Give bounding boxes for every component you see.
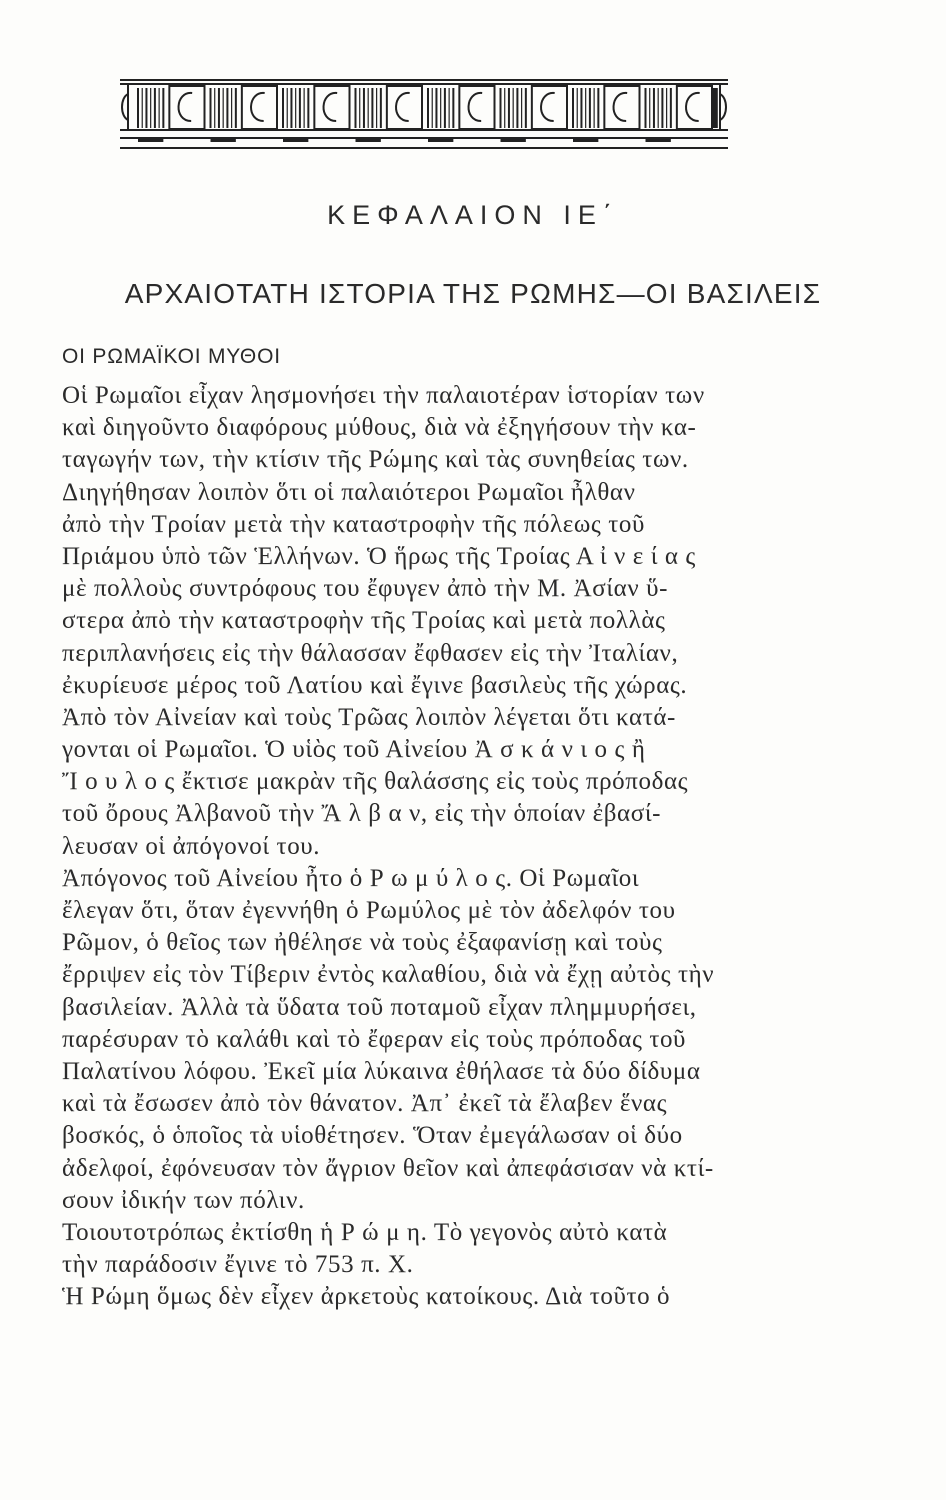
text-line: Παλατίνου λόφου. Ἐκεῖ μία λύκαινα ἐθήλασε τὰ δύο δίδυμα (62, 1057, 701, 1085)
text-line: περιπλανήσεις εἰς τὴν θάλασσαν ἔφθασεν εἰς τὴν Ἰταλίαν, (62, 639, 679, 667)
text-line: λευσαν οἱ ἀπόγονοί του. (62, 832, 321, 860)
text-line: Ἴ ο υ λ ο ς ἔκτισε μακρὰν τῆς θαλάσσης εἰς τοὺς πρόποδας (62, 768, 689, 796)
chapter-heading: ΚΕΦΑΛΑΙΟΝ ΙΕ΄ (327, 200, 619, 230)
text-line: ἀπὸ τὴν Τροίαν μετὰ τὴν καταστροφὴν τῆς πόλεως τοῦ (62, 510, 646, 538)
text-line: σουν ἰδικήν των πόλιν. (62, 1186, 305, 1214)
text-line: ἐκυρίευσε μέρος τοῦ Λατίου καὶ ἔγινε βασιλεὺς τῆς χώρας. (62, 671, 688, 699)
text-line: μὲ πολλοὺς συντρόφους του ἔφυγεν ἀπὸ τὴν Μ. Ἀσίαν ὕ- (62, 575, 669, 603)
text-line: ἔλεγαν ὅτι, ὅταν ἐγεννήθη ὁ Ρωμύλος μὲ τὸν ἀδελφόν του (62, 897, 676, 924)
text-line: τὴν παράδοσιν ἔγινε τὸ 753 π. Χ. (62, 1251, 414, 1279)
text-line: βασιλείαν. Ἀλλὰ τὰ ὕδατα τοῦ ποταμοῦ εἶχαν πλημμυρήσει, (62, 993, 697, 1021)
text-line: ἀδελφοί, ἐφόνευσαν τὸν ἄγριον θεῖον καὶ ἀπεφάσισαν νὰ κτί- (62, 1154, 714, 1182)
text-line: Ἀπόγονος τοῦ Αἰνείου ἦτο ὁ Ρ ω μ ύ λ ο ς. Οἱ Ρωμαῖοι (62, 864, 640, 892)
text-line: γονται οἱ Ρωμαῖοι. Ὁ υἱὸς τοῦ Αἰνείου Ἀ σ κ ά ν ι ο ς ἢ (62, 736, 646, 764)
text-line: τοῦ ὄρους Ἀλβανοῦ τὴν Ἄ λ β α ν, εἰς τὴν ὁποίαν ἐβασί- (62, 800, 662, 828)
text-line: Ρῶμον, ὁ θεῖος των ἠθέλησε νὰ τοὺς ἐξαφανίσῃ καὶ τοὺς (62, 929, 663, 957)
text-line: Ἀπὸ τὸν Αἰνείαν καὶ τοὺς Τρῶας λοιπὸν λέγεται ὅτι κατά- (62, 703, 676, 731)
text-line: στερα ἀπὸ τὴν καταστροφὴν τῆς Τροίας καὶ μετὰ πολλὰς (62, 607, 666, 635)
decorative-frieze-ornament (120, 72, 728, 158)
text-line: καὶ διηγοῦντο διαφόρους μύθους, διὰ νὰ ἐξηγήσουν τὴν κα- (62, 414, 697, 442)
text-line: Τοιουτοτρόπως ἐκτίσθη ἡ Ρ ώ μ η. Τὸ γεγονὸς αὐτὸ κατὰ (62, 1218, 668, 1246)
text-line: Πριάμου ὑπὸ τῶν Ἑλλήνων. Ὁ ἥρως τῆς Τροίας Α ἰ ν ε ί α ς (62, 542, 696, 570)
page-title: ΑΡΧΑΙΟΤΑΤΗ ΙΣΤΟΡΙΑ ΤΗΣ ΡΩΜΗΣ—ΟΙ ΒΑΣΙΛΕΙΣ (124, 278, 822, 309)
text-line: Διηγήθησαν λοιπὸν ὅτι οἱ παλαιότεροι Ρωμαῖοι ἦλθαν (62, 478, 636, 506)
text-line: καὶ τὰ ἔσωσεν ἀπὸ τὸν θάνατον. Ἀπ᾽ ἐκεῖ τὰ ἔλαβεν ἕνας (62, 1090, 668, 1118)
text-line: ἔρριψεν εἰς τὸν Τίβεριν ἐντὸς καλαθίου, διὰ νὰ ἔχῃ αὐτὸς τὴν (62, 961, 715, 989)
text-line: βοσκός, ὁ ὁποῖος τὰ υἱοθέτησεν. Ὅταν ἐμεγάλωσαν οἱ δύο (62, 1122, 683, 1150)
body-text (62, 380, 812, 1313)
text-line: Οἱ Ρωμαῖοι εἶχαν λησμονήσει τὴν παλαιοτέραν ἱστορίαν των (62, 382, 705, 409)
section-heading: ΟΙ ΡΩΜΑΪΚΟΙ ΜΥΘΟΙ (62, 345, 281, 368)
text-line: ταγωγήν των, τὴν κτίσιν τῆς Ρώμης καὶ τὰς συνηθείας των. (62, 446, 689, 474)
text-line: παρέσυραν τὸ καλάθι καὶ τὸ ἔφεραν εἰς τοὺς πρόποδας τοῦ (62, 1025, 687, 1053)
text-line: Ἡ Ρώμη ὅμως δὲν εἶχεν ἀρκετοὺς κατοίκους. Διὰ τοῦτο ὁ (62, 1283, 671, 1311)
